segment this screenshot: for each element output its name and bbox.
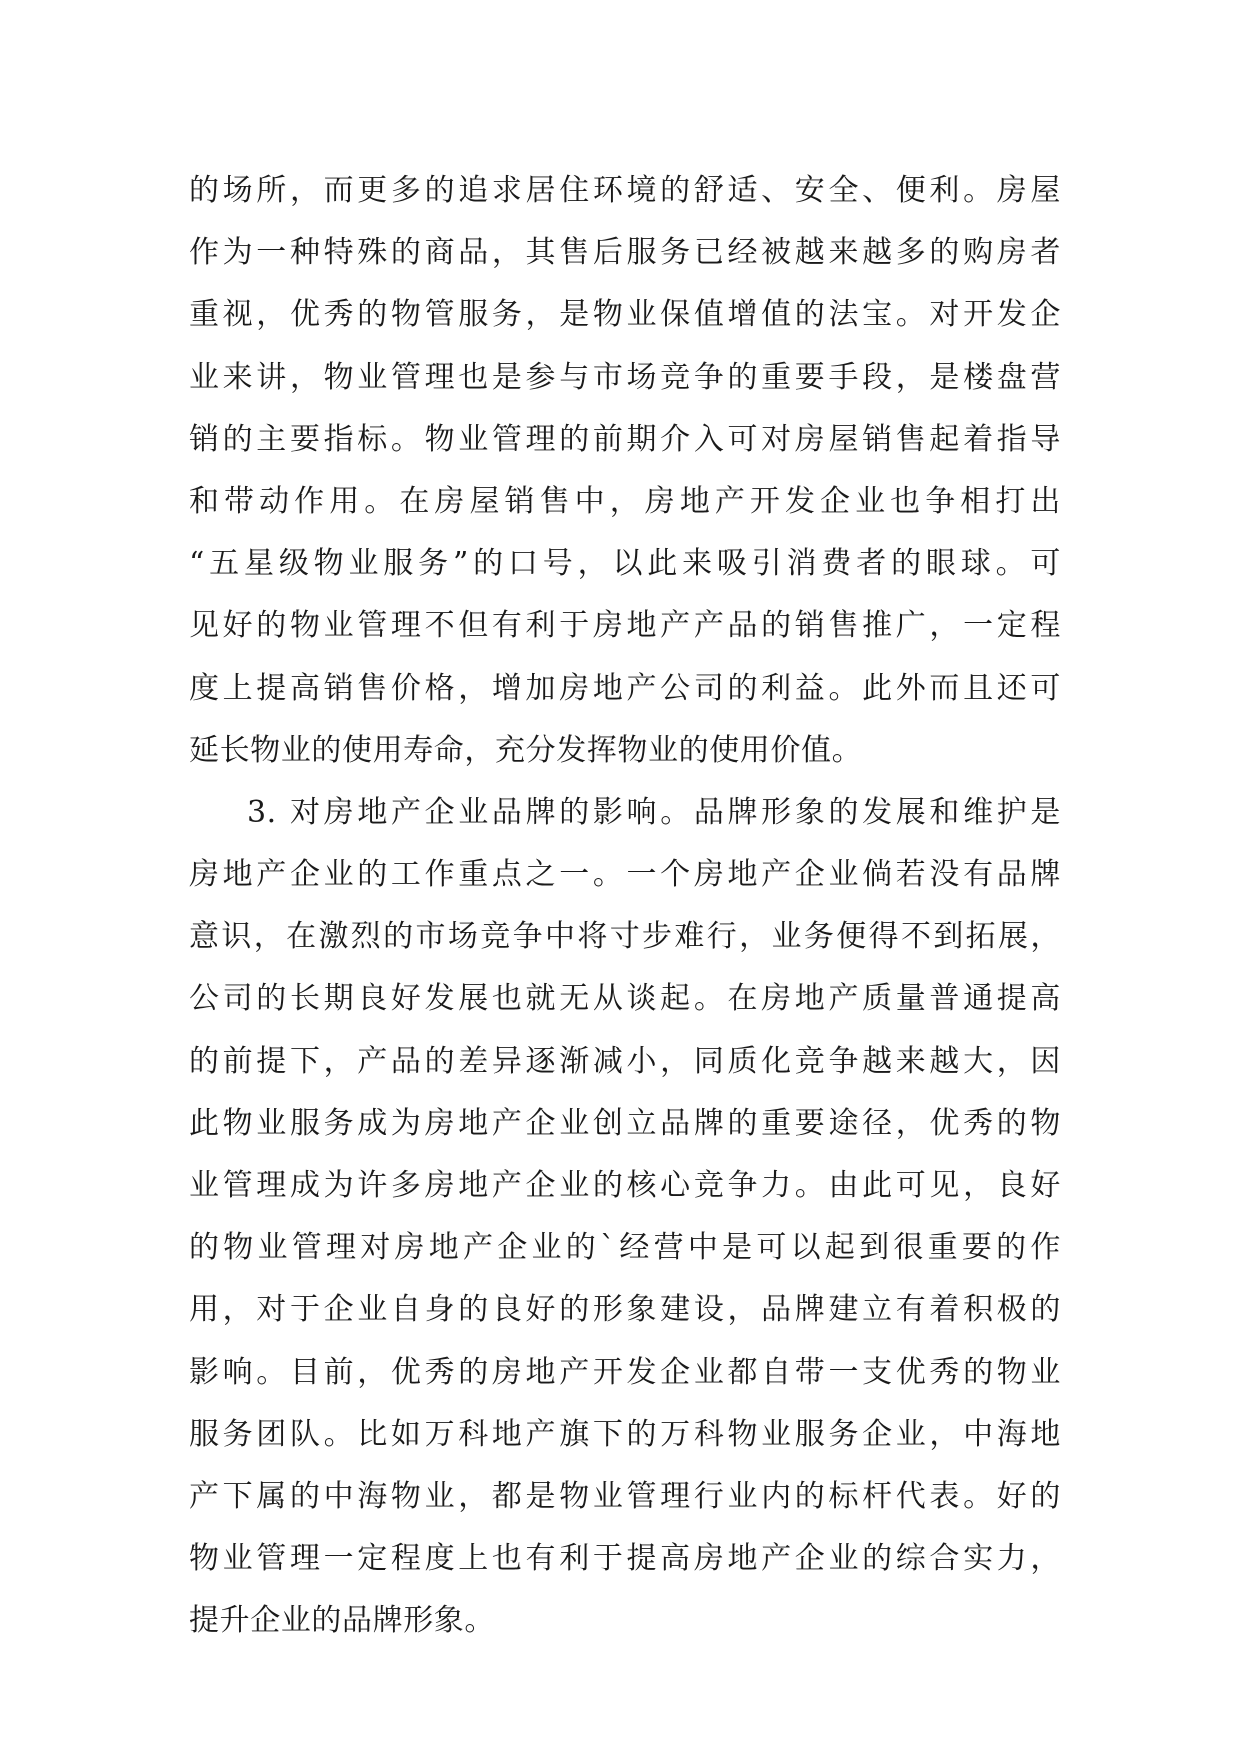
body-text [189,160,1061,1653]
text-line: 房地产企业的工作重点之一。一个房地产企业倘若没有品牌 [189,857,1061,893]
text-line: 的场所，而更多的追求居住环境的舒适、安全、便利。房屋 [189,173,1061,208]
text-line: 此物业服务成为房地产企业创立品牌的重要途径，优秀的物 [189,1105,1061,1141]
section-heading-line: 3. 对房地产企业品牌的影响。品牌形象的发展和维护是 [247,794,1061,830]
text-line: 服务团队。比如万科地产旗下的万科物业服务企业，中海地 [189,1416,1061,1452]
text-line: 销的主要指标。物业管理的前期介入可对房屋销售起着指导 [189,421,1061,457]
text-line: “五星级物业服务”的口号，以此来吸引消费者的眼球。可 [189,546,1061,582]
text-line: 用，对于企业自身的良好的形象建设，品牌建立有着积极的 [189,1292,1061,1328]
text-line: 的物业管理对房地产企业的`经营中是可以起到很重要的作 [189,1230,1061,1266]
text-line: 度上提高销售价格，增加房地产公司的利益。此外而且还可 [189,670,1061,706]
text-line: 业管理成为许多房地产企业的核心竞争力。由此可见，良好 [189,1168,1061,1203]
text-line: 公司的长期良好发展也就无从谈起。在房地产质量普通提高 [189,981,1061,1017]
text-line: 作为一种特殊的商品，其售后服务已经被越来越多的购房者 [189,235,1061,271]
text-line: 的前提下，产品的差异逐渐减小，同质化竞争越来越大，因 [189,1043,1061,1079]
text-line: 物业管理一定程度上也有利于提高房地产企业的综合实力， [189,1541,1061,1577]
text-line: 和带动作用。在房屋销售中，房地产开发企业也争相打出 [189,483,1061,519]
text-line: 延长物业的使用寿命，充分发挥物业的使用价值。 [189,732,863,768]
text-line: 影响。目前，优秀的房地产开发企业都自带一支优秀的物业 [189,1354,1061,1390]
text-line: 重视，优秀的物管服务，是物业保值增值的法宝。对开发企 [189,297,1061,333]
text-line: 见好的物业管理不但有利于房地产产品的销售推广，一定程 [189,608,1061,644]
text-line: 业来讲，物业管理也是参与市场竞争的重要手段，是楼盘营 [189,359,1061,395]
text-line: 提升企业的品牌形象。 [189,1603,495,1639]
text-line: 意识，在激烈的市场竞争中将寸步难行，业务便得不到拓展， [189,919,1061,955]
text-line: 产下属的中海物业，都是物业管理行业内的标杆代表。好的 [189,1478,1061,1514]
